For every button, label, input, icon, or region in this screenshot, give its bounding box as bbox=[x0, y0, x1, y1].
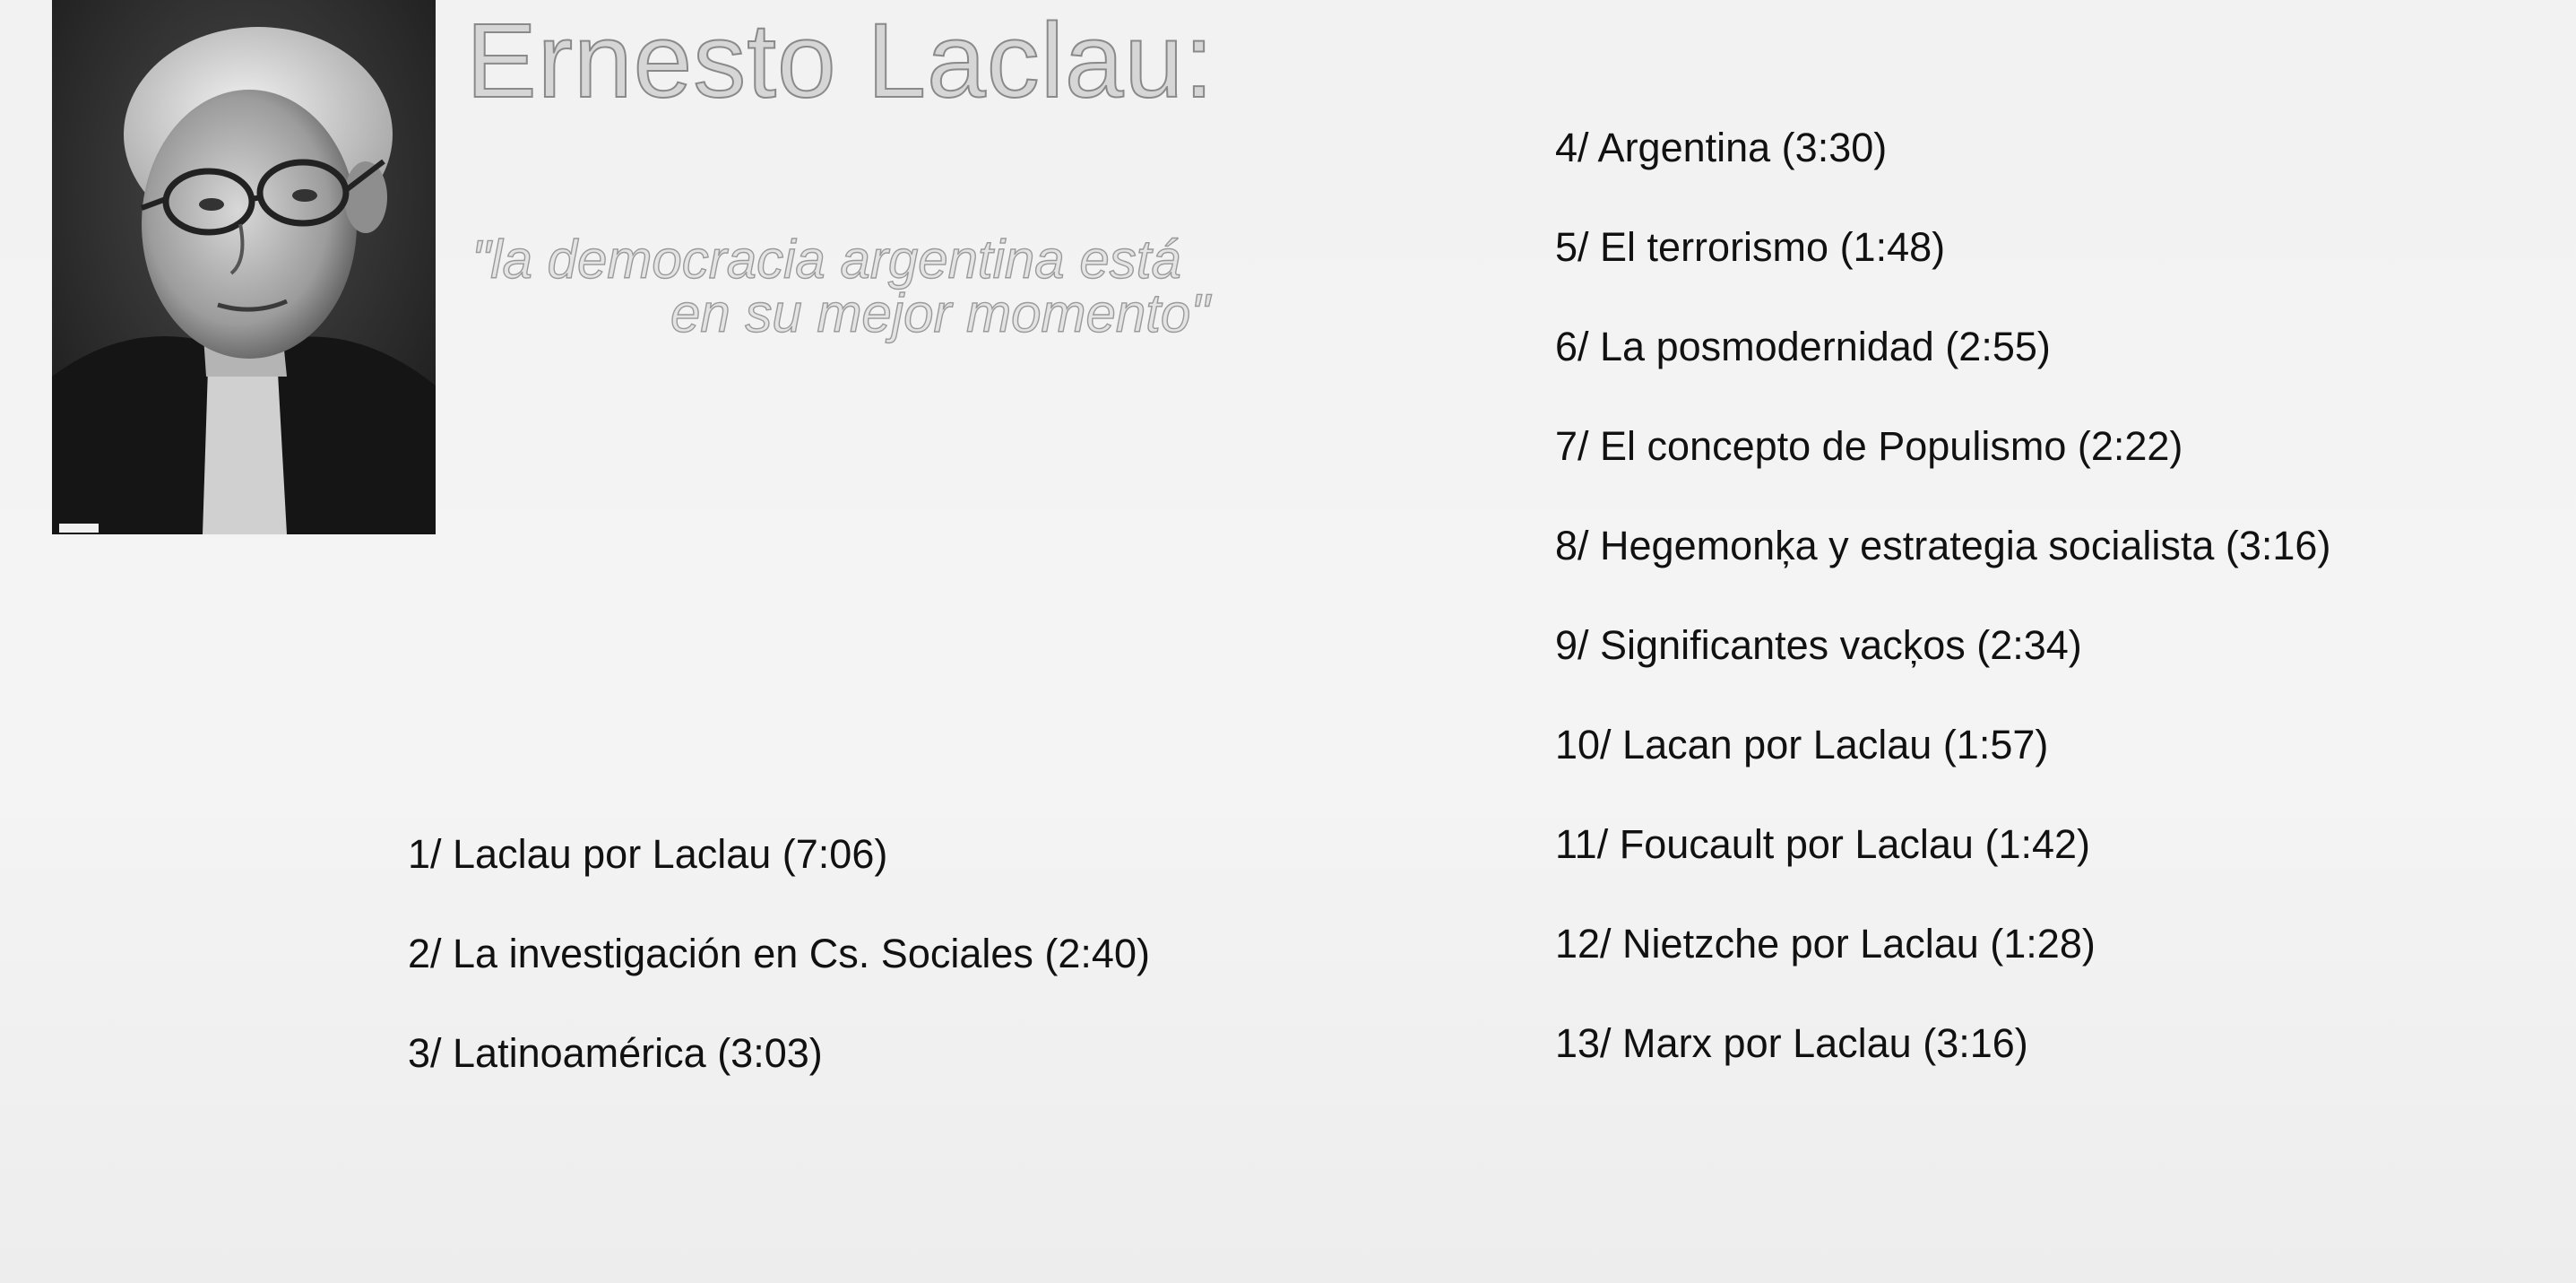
track-item-6: 6/ La posmodernidad (2:55) bbox=[1555, 324, 2051, 369]
track-item-7: 7/ El concepto de Populismo (2:22) bbox=[1555, 423, 2183, 469]
track-item-1: 1/ Laclau por Laclau (7:06) bbox=[408, 831, 888, 877]
track-item-9: 9/ Significantes vacķos (2:34) bbox=[1555, 622, 2082, 668]
track-item-8: 8/ Hegemonķa y estrategia socialista (3:16) bbox=[1555, 523, 2331, 568]
headline-quote bbox=[466, 230, 1273, 343]
track-item-5: 5/ El terrorismo (1:48) bbox=[1555, 224, 1946, 270]
track-item-12: 12/ Nietzche por Laclau (1:28) bbox=[1555, 921, 2096, 967]
track-item-4: 4/ Argentina (3:30) bbox=[1555, 125, 1888, 170]
track-item-11: 11/ Foucault por Laclau (1:42) bbox=[1555, 821, 2091, 867]
portrait-illustration bbox=[52, 0, 436, 534]
track-item-10: 10/ Lacan por Laclau (1:57) bbox=[1555, 722, 2049, 767]
track-item-13: 13/ Marx por Laclau (3:16) bbox=[1555, 1020, 2028, 1066]
track-item-2: 2/ La investigación en Cs. Sociales (2:40) bbox=[408, 931, 1150, 976]
page-title: Ernesto Laclau: bbox=[466, 2, 1215, 120]
quote-line-2: en su mejor momento" bbox=[670, 283, 1210, 343]
quote-line-1: "la democracia argentina está bbox=[471, 230, 1181, 290]
portrait-photo bbox=[52, 0, 436, 534]
track-item-3: 3/ Latinoamérica (3:03) bbox=[408, 1030, 823, 1076]
